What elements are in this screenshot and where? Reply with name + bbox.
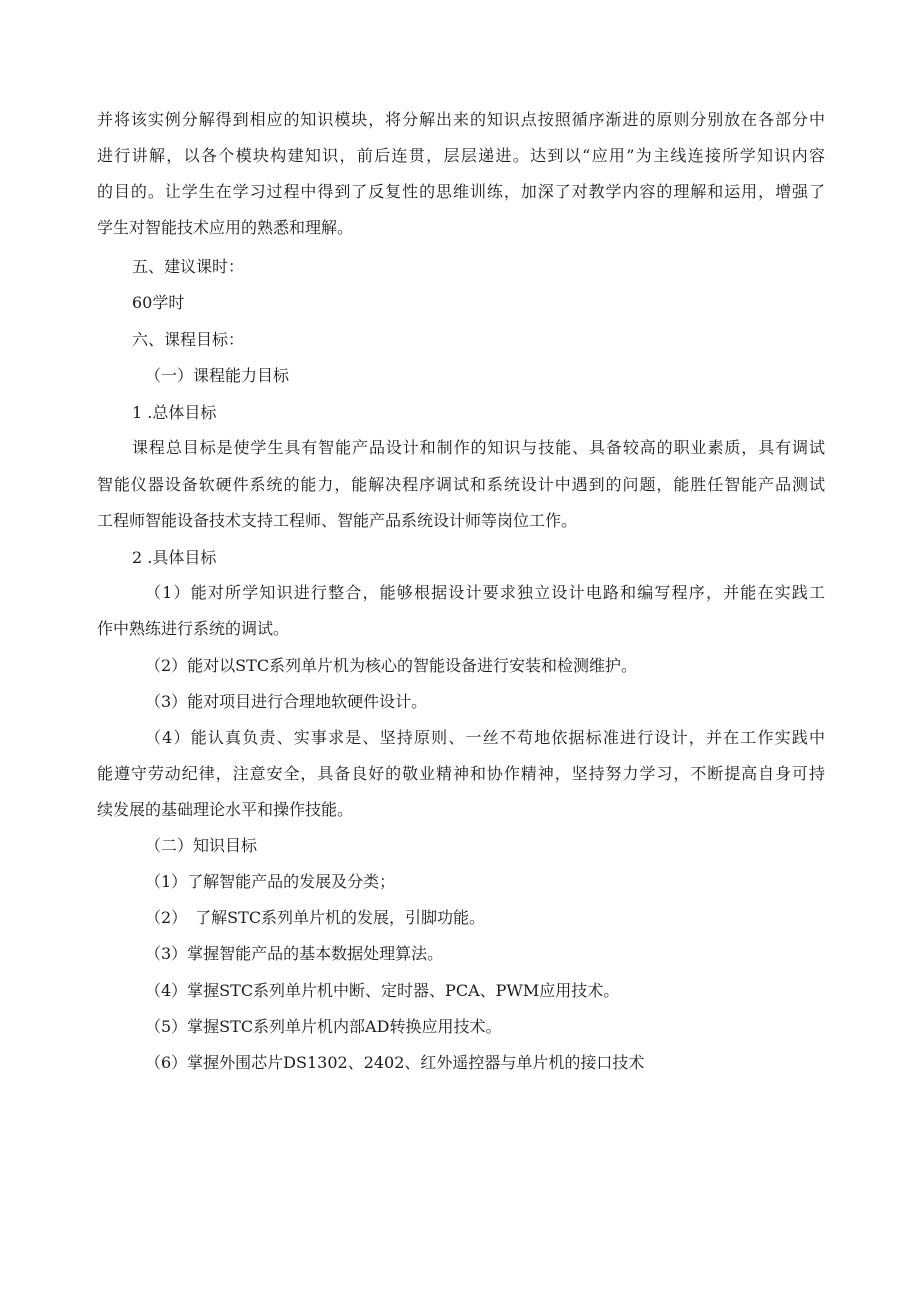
specific-item-3: （3）能对项目进行合理地软硬件设计。 bbox=[145, 692, 428, 711]
section6-heading: 六、课程目标： bbox=[132, 330, 245, 349]
specific-item-1-line-1: （1）能对所学知识进行整合，能够根据设计要求独立设计电路和编写程序，并能在实践工 bbox=[145, 583, 825, 602]
knowledge-item-6: （6）掌握外围芯片DS1302、2402、红外遥控器与单片机的接口技术 bbox=[145, 1053, 645, 1072]
specific-item-2: （2）能对以STC系列单片机为核心的智能设备进行安装和检测维护。 bbox=[145, 656, 638, 675]
specific-item-4-line-1: （4）能认真负责、实事求是、坚持原则、一丝不苟地依据标准进行设计，并在工作实践中 bbox=[145, 728, 825, 747]
intro-line-4: 学生对智能技术应用的熟悉和理解。 bbox=[97, 218, 354, 237]
overall-heading: 1 .总体目标 bbox=[132, 403, 217, 422]
overall-line-2: 智能仪器设备软硬件系统的能力，能解决程序调试和系统设计中遇到的问题，能胜任智能产品测试 bbox=[97, 475, 825, 494]
intro-line-2: 进行讲解，以各个模块构建知识，前后连贯，层层递进。达到以“应用”为主线连接所学知识内容 bbox=[97, 146, 825, 165]
section5-hours: 60学时 bbox=[132, 293, 185, 312]
knowledge-item-1: （1）了解智能产品的发展及分类； bbox=[145, 872, 396, 891]
overall-line-1: 课程总目标是使学生具有智能产品设计和制作的知识与技能、具备较高的职业素质，具有调试 bbox=[132, 438, 825, 457]
intro-line-3: 的目的。让学生在学习过程中得到了反复性的思维训练，加深了对教学内容的理解和运用，增强了 bbox=[97, 182, 825, 201]
section5-heading: 五、建议课时： bbox=[132, 257, 245, 276]
knowledge-item-5: （5）掌握STC系列单片机内部AD转换应用技术。 bbox=[145, 1017, 502, 1036]
specific-heading: 2 .具体目标 bbox=[132, 548, 217, 567]
specific-item-4-line-2: 能遵守劳动纪律，注意安全，具备良好的敬业精神和协作精神，坚持努力学习，不断提高自身可持 bbox=[97, 764, 825, 783]
knowledge-item-4: （4）掌握STC系列单片机中断、定时器、PCA、PWM应用技术。 bbox=[145, 981, 620, 1000]
intro-line-1: 并将该实例分解得到相应的知识模块，将分解出来的知识点按照循序渐进的原则分别放在各部分中 bbox=[97, 110, 825, 129]
knowledge-heading: （二）知识目标 bbox=[145, 836, 258, 855]
ability-heading: （一）课程能力目标 bbox=[145, 366, 290, 385]
knowledge-item-2: （2） 了解STC系列单片机的发展，引脚功能。 bbox=[145, 908, 486, 927]
overall-line-3: 工程师智能设备技术支持工程师、智能产品系统设计师等岗位工作。 bbox=[97, 511, 578, 530]
specific-item-1-line-2: 作中熟练进行系统的调试。 bbox=[97, 619, 290, 638]
specific-item-4-line-3: 续发展的基础理论水平和操作技能。 bbox=[97, 800, 354, 819]
knowledge-item-3: （3）掌握智能产品的基本数据处理算法。 bbox=[145, 944, 444, 963]
